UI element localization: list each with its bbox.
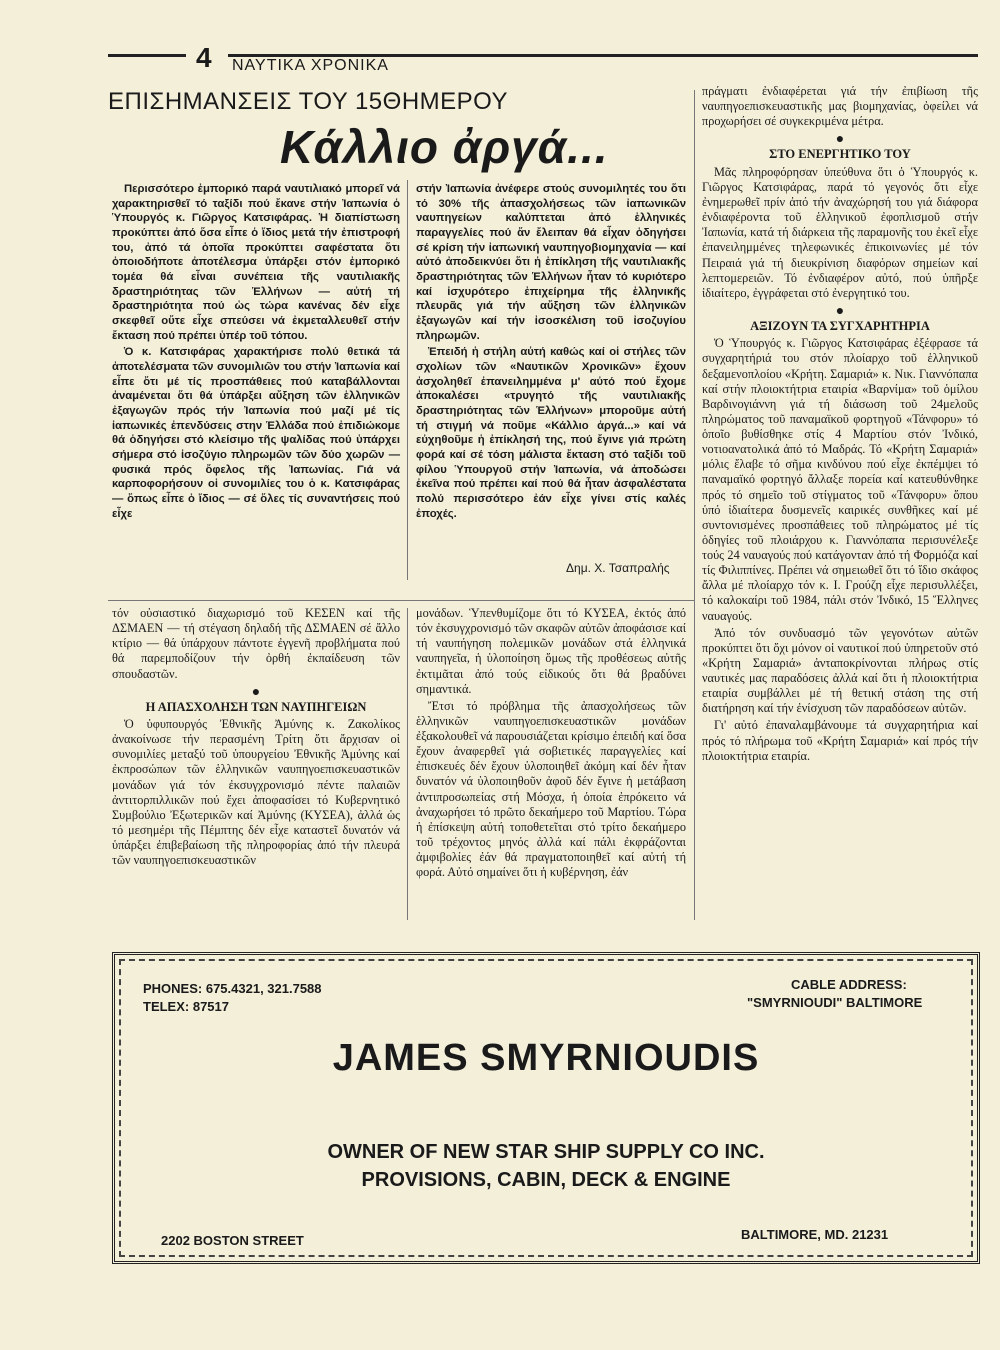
ad-telex: TELEX: 87517 bbox=[143, 999, 229, 1014]
lower-paragraph: Ἔτσι τό πρόβλημα τῆς ἀπασχολήσεως τῶν ἑλληνικῶν ναυπηγοεπισκευαστικῶν μονάδων ἐξακολουθεῖ νά παρουσιάζεται κρίσιμο ἐπειδή καί ὅσα ἔχουν ἀναφερθεῖ γιά σοβιετικές παραγγελίες καί ἐπισκευές δέν ἔχουν ὑλοποιηθεῖ ἀκόμη καί δέν ἦταν δυνατόν νά ὑλοποιηθοῦν ἀφοῦ δέν ἔγινε ἡ μετάβαση ἀντιπροσωπείας στή Μόσχα, ἡ ὁποία ἐπρόκειτο νά ἀναχωρήσει τό πρῶτο δεκαήμερο τοῦ Μαρτίου. Τώρα ἡ ἐπίσκεψη αὐτή τοποθετεῖται στό τρίτο δεκαήμερο τοῦ τρέχοντος μηνός ἀλλά καί πάλι ἐκφράζονται ἀμφιβολίες ἐάν θά πραγματοποιηθεῖ καί αὐτή τή φορά. Αὐτό σημαίνει ὅτι ἡ κυβέρνηση, ἐάν bbox=[416, 698, 686, 880]
section-text-syncharitiria: Ἀπό τόν συνδυασμό τῶν γεγονότων αὐτῶν προκύπτει ὅτι ὄχι μόνον οἱ ναυτικοί πού ὑπηρετοῦν στό «Κρήτη Σαμαριά» ἀνταποκρίνονται πλήρως στίς ναυτικές μας παραδόσεις ἀλλά καί ὅτι ἡ πλοιοκτήτρια εταιρία συμβάλλει μέ τή θετική στάση της στή διατήρηση καί τήν ἐνίσχυση τῶν παραδόσεων αὐτῶν. bbox=[702, 625, 978, 716]
bullet-dot-icon: ● bbox=[835, 132, 845, 148]
ad-cable-label: CABLE ADDRESS: bbox=[791, 977, 907, 992]
section-kicker: ΕΠΙΣΗΜΑΝΣΕΙΣ ΤΟΥ 15ΘΗΜΕΡΟΥ bbox=[108, 88, 509, 115]
lower-column-2 bbox=[416, 606, 686, 882]
page-number: 4 bbox=[196, 42, 212, 73]
ad-phones: PHONES: 675.4321, 321.7588 bbox=[143, 981, 322, 996]
lower-intro: τόν οὐσιαστικό διαχωρισμό τοῦ ΚΕΣΕΝ καί τῆς ΔΣΜΑΕΝ — τή στέγαση δηλαδή τῆς ΔΣΜΑΕΝ σέ ἄλλο κτίριο — θά ὑπάρχουν πάντοτε ἐγγενῆ προβλήματα πού θά παρεμποδίζουν τήν ὀρθή ἐκπαίδευση τῶν σπουδαστῶν. bbox=[112, 606, 400, 681]
section-text-naupigeia: Ὁ ὑφυπουργός Ἐθνικῆς Ἀμύνης κ. Ζακολίκος ἀνακοίνωσε τήν περασμένη Τρίτη ὅτι ἄρχισαν οἱ συνομιλίες μεταξύ τοῦ ὑπουργείου Ἐθνικῆς Ἀμύνης καί ἐκπροσώπων τῶν ἑλληνικῶν ναυπηγοεπισκευαστικῶν μονάδων γιά τόν ἐκσυγχρονισμό πέντε παλαιῶν ἀντιτορπιλλικῶν πού ἔχει ἀποφασίσει τό Κυβερνητικό Συμβούλιο Ἐξωτερικῶν καί Ἀμύνης (ΚΥΣΕΑ), ἀλλά ὡς τό μεσημέρι τῆς Πέμπτης δέν εἶχε καταστεῖ δυνατόν νά ὑπάρξει ἐπιβεβαίωση τῆς πληροφορίας ἀπό τήν πλευρά τῶν ναυπηγοεπισκευαστικῶν bbox=[112, 717, 400, 868]
section-title-naupigeia: Η ΑΠΑΣΧΟΛΗΣΗ ΤΩΝ ΝΑΥΠΗΓΕΙΩΝ bbox=[145, 699, 367, 714]
ad-company-name: JAMES SMYRNIOUDIS bbox=[332, 1037, 760, 1079]
right-column bbox=[702, 84, 978, 766]
advertisement-box bbox=[112, 952, 980, 1264]
header-rule-left bbox=[108, 54, 186, 57]
ad-city: BALTIMORE, MD. 21231 bbox=[741, 1227, 889, 1242]
author-signature: Δημ. Χ. Τσαπραλής bbox=[566, 561, 670, 575]
headline: Κάλλιο ἀργά... bbox=[280, 121, 609, 173]
article-divider-rule bbox=[108, 600, 694, 601]
article-paragraph: Ἐπειδή ἡ στήλη αὐτή καθώς καί οἱ στήλες τῶν σχολίων τῶν «Ναυτικῶν Χρονικῶν» ἔχουν ἀσχοληθεῖ ἐπανειλημμένα μ' αὐτό πού ἔχομε ἀποκαλέσει «τρυγητό τῆς ναυτιλιακῆς δραστηριότητας τῶν Ἑλλήνων» μποροῦμε αὐτή τή στιγμή νά ποῦμε «Κάλλιο ἀργά...» καί νά εὐχηθοῦμε ἡ ἐπίκλησή της, πού ἔγινε γιά πρώτη φορά καί σέ τόση μάλιστα ἔκταση στό ταξίδι τοῦ φίλου Ὑπουργοῦ στήν Ἰαπωνία, νά ἀποδώσει ἐκεῖνα πού πρέπει καί πού θά ἦταν ἀσφαλέστατα πολύ περισσότερο ἐάν εἶχε γίνει στίς καλές ἐποχές. bbox=[416, 346, 686, 520]
ad-line-1: OWNER OF NEW STAR SHIP SUPPLY CO INC. bbox=[327, 1141, 765, 1163]
lower-column-1 bbox=[112, 606, 400, 870]
article-paragraph: Ὁ κ. Κατσιφάρας χαρακτήρισε πολύ θετικά τά ἀποτελέσματα τῶν συνομιλιῶν του στήν Ἰαπωνία καί εἶπε ὅτι μέ τίς προσπάθειες πού καταβάλλονται ἀναμένεται ὅτι θά ὑπάρξει αὔξηση τῶν ἑλληνικῶν ἐξαγωγῶν πρός τήν Ἰαπωνία πού μαζί μέ τίς ἰαπωνικές ἐπενδύσεις στην Ἑλλάδα πού ἐπιδιώκομε θά ὁδηγήσει στό κλείσιμο τῆς ψαλίδας πού ὑπάρχει σήμερα στό ἰσοζύγιο πληρωμῶν τῶν δύο χωρῶν — φυσικά πρός ὄφελος τῆς Ἰαπωνίας. Γιά νά καρποφορήσουν οἱ συνομιλίες του ὁ κ. Κατσιφάρας — ὅπως εἶπε ὁ ἴδιος — σέ ὅλες τίς συναντήσεις πού εἶχε bbox=[112, 346, 400, 520]
bullet-dot-icon: ● bbox=[835, 303, 845, 319]
section-title-syncharitiria: ΑΞΙΖΟΥΝ ΤΑ ΣΥΓΧΑΡΗΤΗΡΙΑ bbox=[750, 318, 930, 333]
article-paragraph: Περισσότερο ἐμπορικό παρά ναυτιλιακό μπορεῖ νά χαρακτηρισθεῖ τό ταξίδι πού ἔκανε στήν Ἰαπωνία ὁ Ὑπουργός κ. Γιῶργος Κατσιφάρας. Ἡ διαπίστωση προκύπτει ἀπό ὅσα εἶπε ὁ ἴδιος μετά τήν ἐπιστροφή του, ἀπό τά ὁποῖα προκύπτει σαφέστατα ὅτι ὁποιοδήποτε ἀποτέλεσμα ὑπάρξει στόν ἐμπορικό τομέα θά εἶναι συνέπεια τῆς ναυτιλιακῆς δραστηριότητας τῶν Ἑλλήνων — αὐτή τή δραστηριότητα πού ὡς τώρα κανένας δέν εἶχε σκεφθεῖ οὔτε εἶχε σπεύσει νά ἐκμεταλλευθεῖ στήν ἔκταση πού πρέπει ὑπέρ τοῦ τόπου. bbox=[112, 183, 400, 342]
ad-cable-value: "SMYRNIOUDI" BALTIMORE bbox=[747, 995, 923, 1010]
section-title-energitiko: ΣΤΟ ΕΝΕΡΓΗΤΙΚΟ ΤΟΥ bbox=[769, 147, 911, 162]
column-rule-1 bbox=[407, 180, 408, 580]
ad-line-2: PROVISIONS, CABIN, DECK & ENGINE bbox=[361, 1169, 731, 1191]
section-text-energitiko: Μᾶς πληροφόρησαν ὑπεύθυνα ὅτι ὁ Ὑπουργός κ. Γιῶργος Κατσιφάρας, παρά τό γεγονός ὅτι εἶχε ἐνημερωθεῖ πρίν ἀπό τήν ἀναχώρησή του γιά διάφορα ἐνδιαφέροντα τοῦ ἑλληνικοῦ ἐφοπλισμοῦ στήν Ἰαπωνία, κατά τή διάρκεια τῆς παραμονῆς του ἐκεῖ εἶχε ἐπανειλημμένες τηλεφωνικές ἐπικοινωνίες μέ τόν Πειραιά γιά τή διευκρίνιση διαφόρων σημείων καί λεπτομερειῶν. Τό ἐνδιαφέρον αὐτό, πού ὑπῆρξε ἰδιαίτερο, ἐγγράφεται στό ἐνεργητικό του. bbox=[702, 164, 978, 300]
newspaper-name: ΝΑΥΤΙΚΑ ΧΡΟΝΙΚΑ bbox=[232, 57, 389, 74]
column-rule-3 bbox=[407, 608, 408, 920]
ad-street: 2202 BOSTON STREET bbox=[161, 1233, 304, 1248]
article-paragraph: στήν Ἰαπωνία ἀνέφερε στούς συνομιλητές του ὅτι τό 30% τῆς ἀπασχολήσεως τῶν ἰαπωνικῶν ναυπηγείων καλύπτεται ἀπό ἑλληνικές παραγγελίες πού ἄν ἔλειπαν θά εἶχαν ὁδηγήσει σέ κρίση τήν ἰαπωνική ναυπηγοβιομηχανία — καί αὐτό ἀποδεικνύει ὅτι ἡ ἐπίκληση τῆς ναυτιλιακῆς δραστηριότητας τῶν Ἑλλήνων ἦταν τό κυριότερο καί ἰσχυρότερο ἐπιχείρημα τῆς ἑλληνικῆς πλευρᾶς γιά τήν αὔξηση τῶν ἑλληνικῶν ἐξαγωγῶν καί τήν ἰσοσκέλιση τοῦ ἰσοζυγίου πληρωμῶν. bbox=[416, 183, 686, 342]
lower-paragraph: μονάδων. Ὑπενθυμίζομε ὅτι τό ΚΥΣΕΑ, ἐκτός ἀπό τόν ἐκσυγχρονισμό τῶν σκαφῶν αὐτῶν ἀποφάσισε καί τή ναυπήγηση πολεμικῶν μονάδων στά ἑλληνικά ναυπηγεῖα, ἡ ὑλοποίηση ὅμως τῆς προθέσεως αὐτῆς ἐκτιμᾶται ἀπό τούς εἰδικούς ὅτι θά βραδύνει σημαντικά. bbox=[416, 606, 686, 696]
column-rule-2 bbox=[694, 90, 695, 920]
right-intro: πράγματι ἐνδιαφέρεται γιά τήν ἐπιβίωση τῆς ναυπηγοεπισκευαστικῆς μας βιομηχανίας, ὀφείλει νά προχωρήσει σέ συγκεκριμένα μέτρα. bbox=[702, 84, 978, 129]
section-text-syncharitiria: Γι' αὐτό ἐπαναλαμβάνουμε τά συγχαρητήρια καί πρός τό πλήρωμα τοῦ «Κρήτη Σαμαριά» καί πρός τήν πλοιοκτήτρια εταιρία. bbox=[702, 718, 978, 763]
bullet-dot-icon: ● bbox=[251, 684, 261, 700]
section-text-syncharitiria: Ὁ Ὑπουργός κ. Γιῶργος Κατσιφάρας ἐξέφρασε τά συγχαρητήριά του στόν πλοίαρχο τοῦ ἑλληνικοῦ δεξαμενοπλοίου «Κρήτη. Σαμαριά» κ. Νικ. Γιαννόπαπα καί στήν πλοιοκτήτρια εταιρία «Βαρνίμα» τοῦ ὁμίλου Βαρδινογιάννη γιά τή διάσωση τοῦ 24μελοῦς πληρώματος τοῦ παναμαϊκοῦ φορτηγοῦ «Τάνφορυ» τό ὁποῖο βυθίσθηκε στίς 4 Μαρτίου στόν Ἰνδικό, νοτιοανατολικά ἀπό τό Μαδράς. Τό «Κρήτη Σαμαριά» μόλις ἔλαβε τό σῆμα κινδύνου πού εἶχε ἐκπέμψει τό παναμαϊκό φορτηγό ἄλλαξε πορεία καί κατευθύνθηκε πρός τό σημεῖο τοῦ στίγματος τοῦ «Τάνφορυ» ὅπου ὑπό ἰδιαίτερα δυσμενεῖς καιρικές συνθῆκες καί μέ συντονισμένες προσπάθειες τοῦ πληρώματος μέ τίς ὁδηγίες τοῦ πλοιάρχου κ. Γιαννόπαπα περισυνέλεξε τούς 24 ναυαγούς πού κατάγονταν ἀπό τή Φορμόζα καί τίς Φιλιππίνες. Πρέπει νά σημειωθεῖ ὅτι τό ἴδιο σκάφος ἄλλα μέ πλοίαρχο τόν κ. Ι. Γρούζη εἶχε περισυλλέξει, τό καλοκαίρι τοῦ 1984, πάλι στόν Ἰνδικό, 15 Ἕλληνες ναυαγούς. bbox=[702, 336, 978, 623]
article-column-1 bbox=[112, 182, 400, 523]
article-column-2 bbox=[416, 182, 686, 523]
